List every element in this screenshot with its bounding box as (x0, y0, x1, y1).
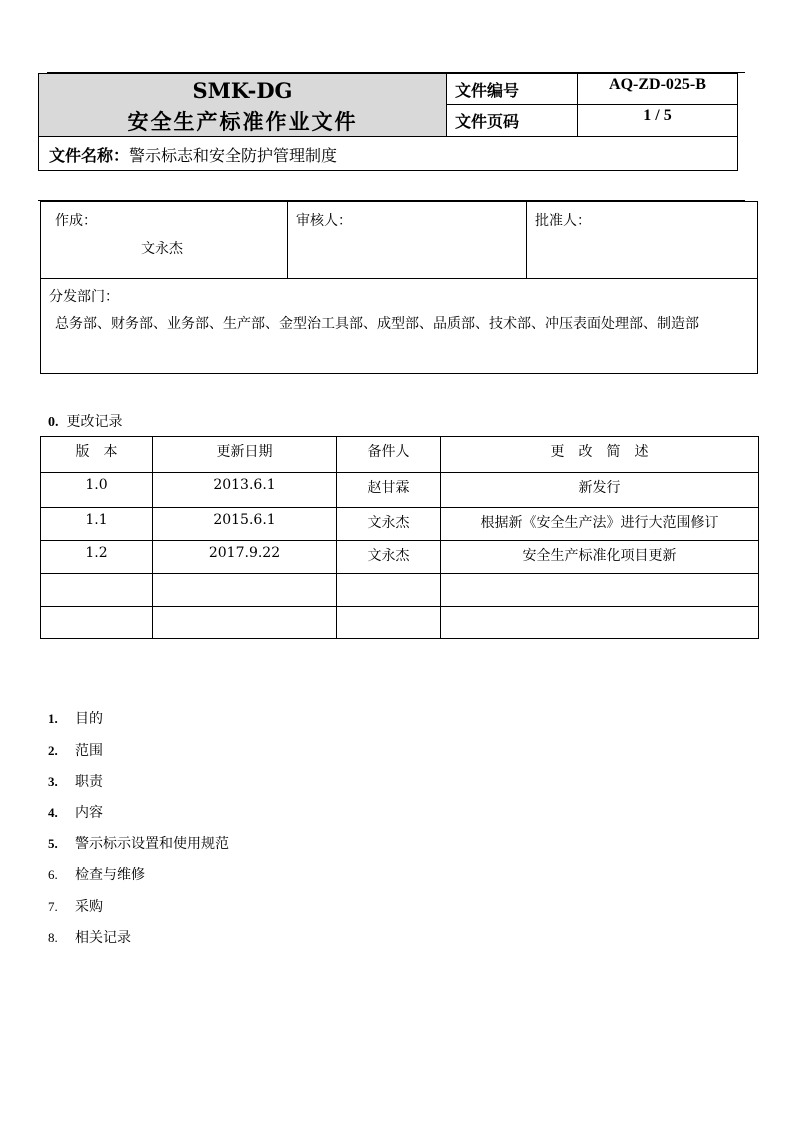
author-name: 文永杰 (141, 241, 183, 257)
toc-text: 采购 (75, 899, 103, 915)
cell (41, 574, 153, 607)
cell: 1.1 (41, 508, 153, 541)
section-title: 更改记录 (66, 414, 123, 430)
cell (153, 574, 337, 607)
doc-name: 警示标志和安全防护管理制度 (129, 146, 338, 165)
toc-item (48, 802, 103, 822)
change-log-table (40, 436, 759, 639)
cell: 1.0 (41, 473, 153, 508)
header-person: 备件人 (337, 437, 441, 473)
toc-text: 检查与维修 (75, 867, 145, 883)
toc-item (48, 864, 145, 884)
table-row (41, 574, 759, 607)
distribution-departments: 总务部、财务部、业务部、生产部、金型治工具部、成型部、品质部、技术部、冲压表面处理部、制造部 (55, 316, 699, 332)
author-cell (40, 201, 288, 279)
toc-text: 相关记录 (75, 930, 131, 946)
cell (153, 607, 337, 639)
distribution-label: 分发部门： (49, 289, 119, 305)
doc-type: 安全生产标准作业文件 (127, 109, 358, 134)
toc-item (48, 771, 103, 791)
header-date: 更新日期 (153, 437, 337, 473)
toc-number: 7. (48, 899, 58, 914)
cell (441, 574, 759, 607)
approver-cell (526, 201, 758, 279)
doc-no: AQ-ZD-025-B (577, 73, 738, 105)
header-title-cell (38, 73, 447, 137)
toc-item (48, 896, 103, 916)
toc-number: 3. (48, 774, 58, 789)
cell: 2013.6.1 (153, 473, 337, 508)
toc-item (48, 927, 131, 947)
toc-text: 警示标示设置和使用规范 (75, 836, 229, 852)
toc-text: 职责 (75, 774, 103, 790)
table-row (41, 541, 759, 574)
change-log-title (48, 411, 123, 431)
toc-item (48, 708, 103, 728)
toc-text: 范围 (75, 743, 103, 759)
section-number: 0. (48, 415, 59, 430)
toc-number: 6. (48, 867, 58, 882)
cell: 根据新《安全生产法》进行大范围修订 (441, 508, 759, 541)
page-number: 1 / 5 (577, 104, 738, 137)
toc-number: 8. (48, 930, 58, 945)
cell: 安全生产标准化项目更新 (441, 541, 759, 574)
doc-name-row (38, 136, 738, 171)
header-summary: 更 改 简 述 (441, 437, 759, 473)
page-label: 文件页码 (446, 104, 578, 137)
toc-number: 2. (48, 743, 58, 758)
cell (41, 607, 153, 639)
toc-item (48, 740, 103, 760)
toc-number: 1. (48, 711, 58, 726)
cell: 文永杰 (337, 541, 441, 574)
cell: 2017.9.22 (153, 541, 337, 574)
author-label: 作成： (55, 213, 97, 229)
distribution-cell (40, 278, 758, 374)
toc-text: 目的 (75, 711, 103, 727)
reviewer-label: 审核人： (296, 213, 352, 229)
reviewer-cell (287, 201, 527, 279)
toc-number: 4. (48, 805, 58, 820)
table-header-row (41, 437, 759, 473)
table-row (41, 473, 759, 508)
company-code: SMK-DG (192, 78, 293, 103)
cell (337, 607, 441, 639)
cell: 2015.6.1 (153, 508, 337, 541)
cell: 文永杰 (337, 508, 441, 541)
table-row (41, 607, 759, 639)
doc-no-label: 文件编号 (446, 73, 578, 105)
cell: 1.2 (41, 541, 153, 574)
cell: 赵甘霖 (337, 473, 441, 508)
table-row (41, 508, 759, 541)
toc-item (48, 833, 229, 853)
doc-name-label: 文件名称： (49, 146, 130, 165)
toc-number: 5. (48, 836, 58, 851)
header-version: 版 本 (41, 437, 153, 473)
cell: 新发行 (441, 473, 759, 508)
toc-text: 内容 (75, 805, 103, 821)
approver-label: 批准人： (535, 213, 591, 229)
cell (441, 607, 759, 639)
cell (337, 574, 441, 607)
